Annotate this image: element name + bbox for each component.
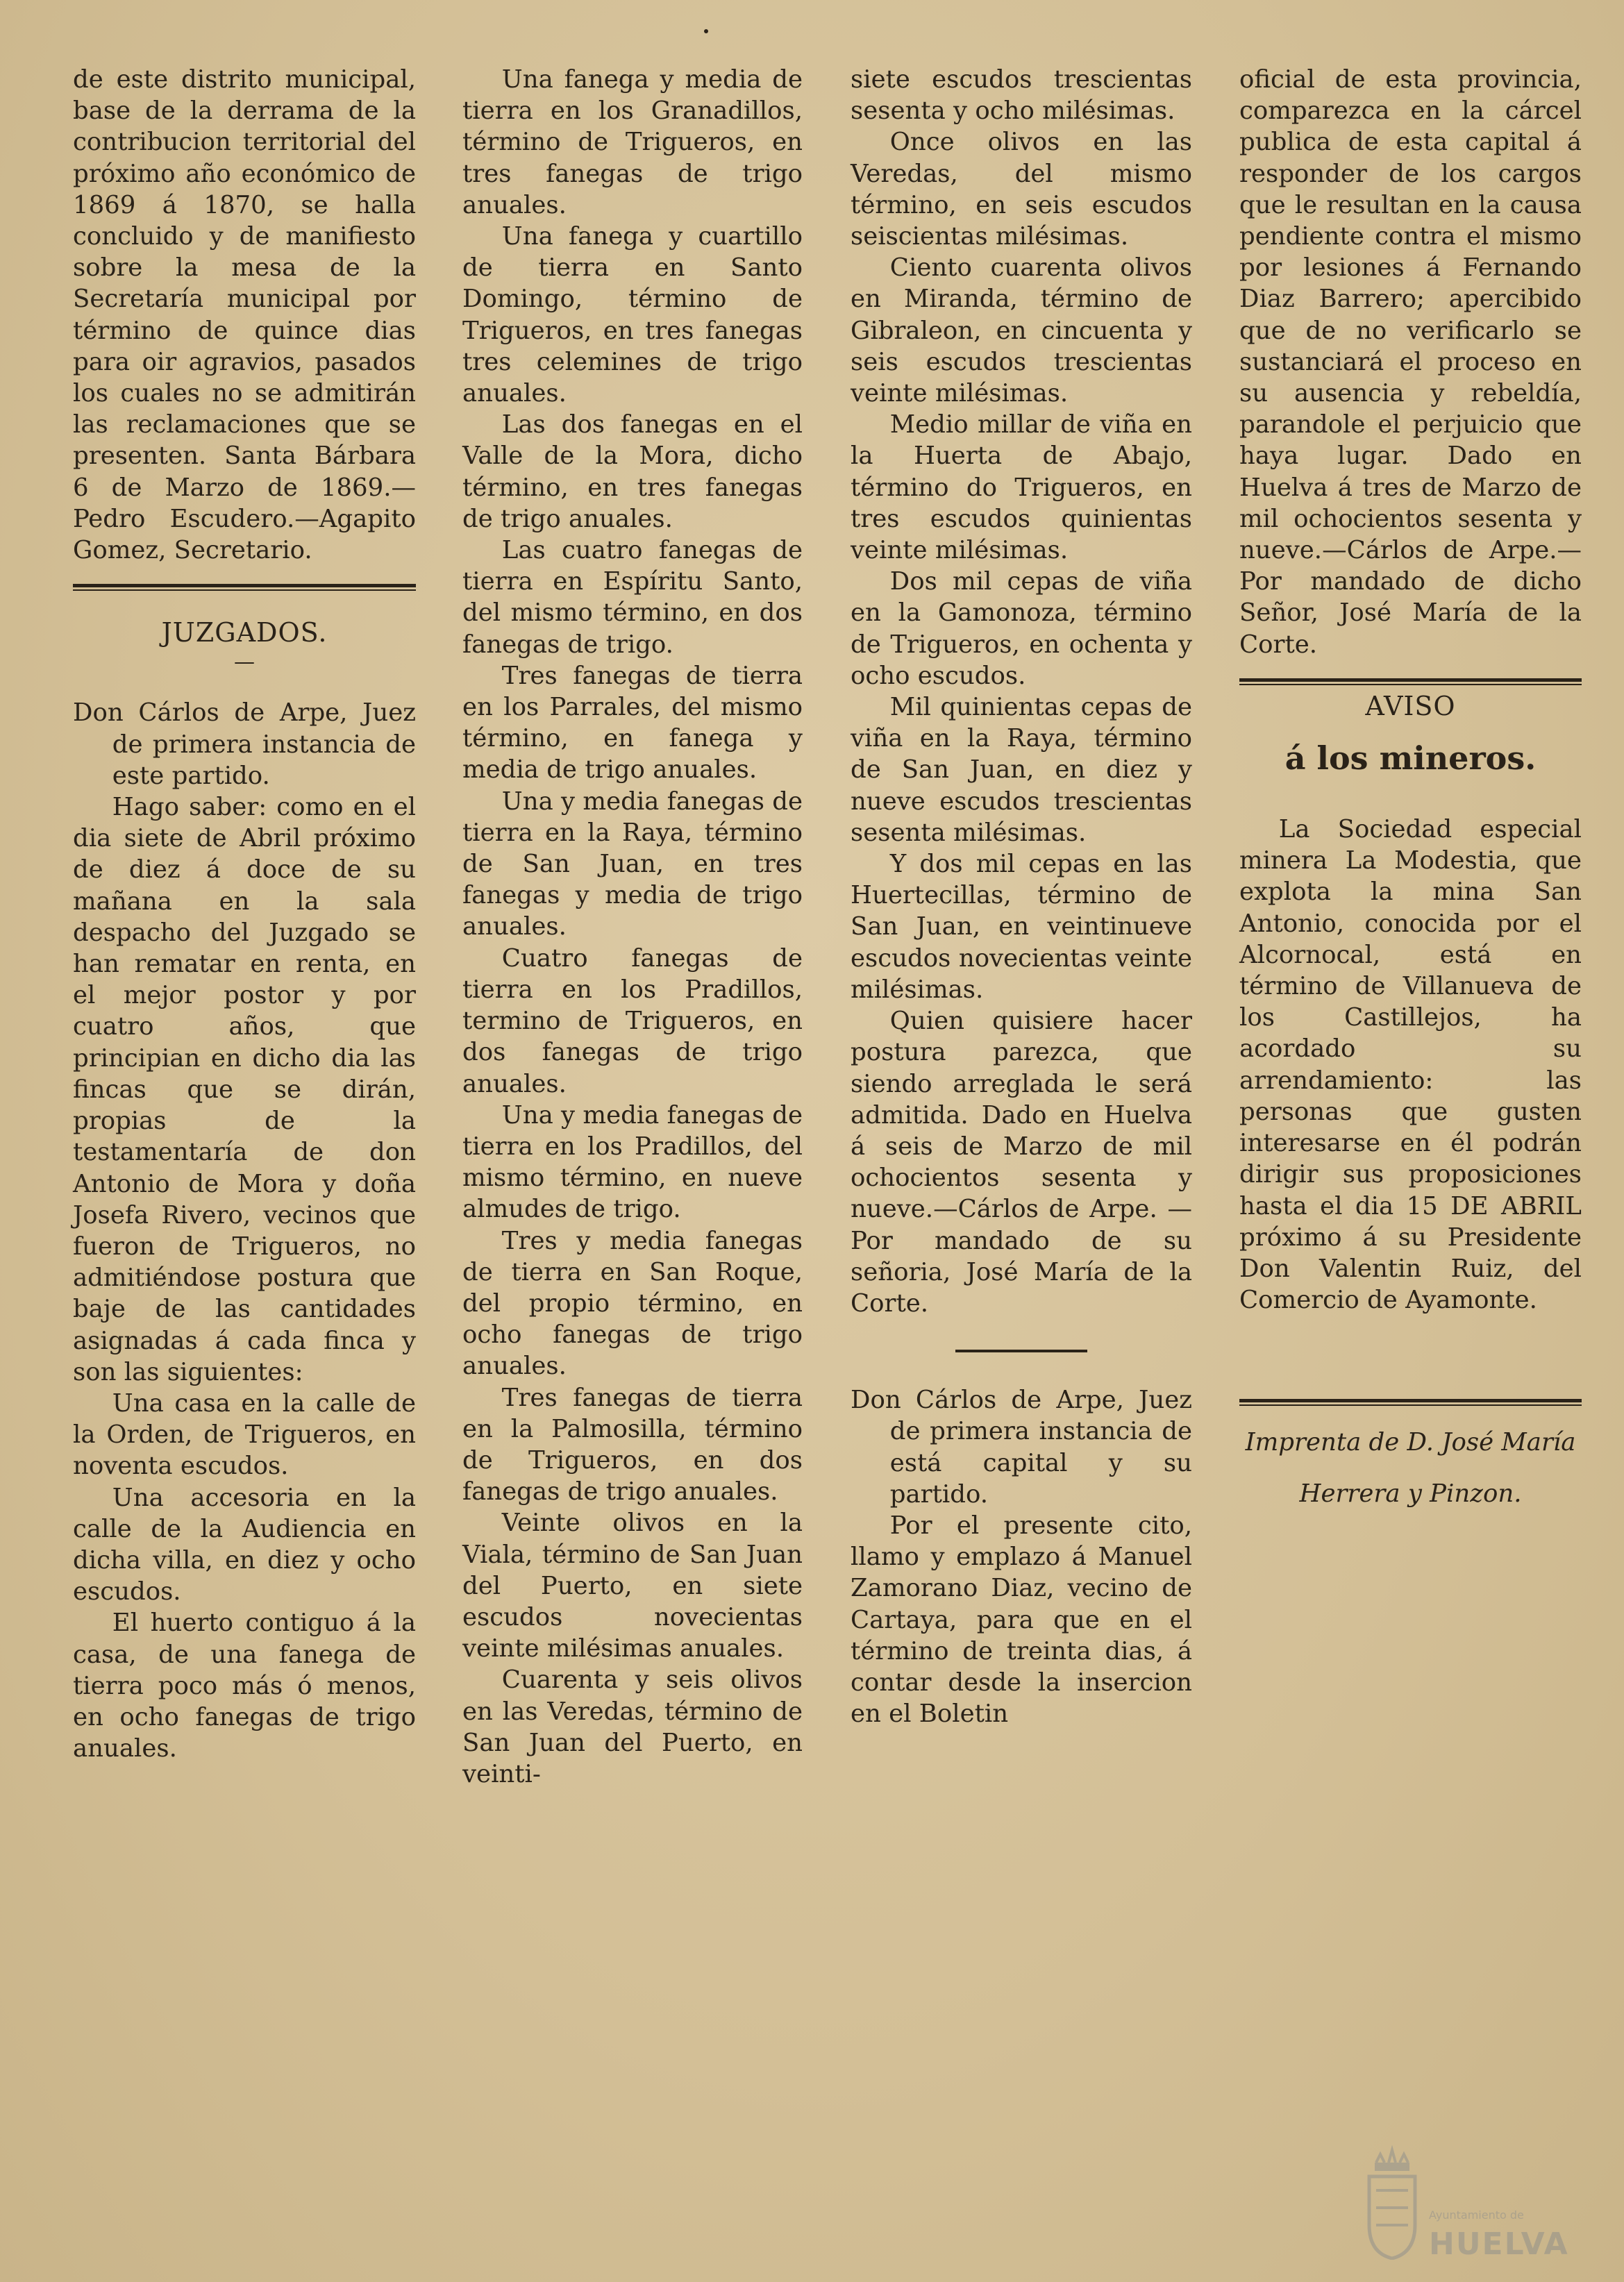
aviso-subtitle: á los mineros.	[1284, 739, 1537, 778]
continued-item: siete escudos trescientas sesenta y ocho milésimas.	[851, 65, 1192, 126]
hago-saber-paragraph: Hago saber: como en el dia siete de Abril próximo de diez á doce de su mañana en la sala despacho del Juzgado se han rematar en renta, en el mejor postor y por cuatro años, que principian en dicho dia las fincas que se dirán, propias de la testamentaría de don Antonio de Mora y doña Josefa Rivero, vecinos que fueron de Trigueros, no admitiéndose postura que baje de las cantidades asignadas á cada finca y son las siguientes:	[73, 793, 416, 1386]
item-huerto: El huerto contiguo á la casa, de una fanega de tierra poco más ó menos, en ocho fanegas de trigo anuales.	[73, 1609, 416, 1763]
section-heading-juzgados: JUZGADOS.	[161, 617, 328, 648]
watermark-small-text: Ayuntamiento de	[1429, 2208, 1524, 2222]
imprint-line-2: Herrera y Pinzon.	[1299, 1479, 1522, 1508]
list-item: Mil quinientas cepas de viña en la Raya, término de San Juan, en diez y nueve escudos trescientas sesenta milésimas.	[851, 693, 1192, 847]
list-item: Once olivos en las Veredas, del mismo término, en seis escudos seiscientas milésimas.	[851, 128, 1192, 251]
column-2	[462, 64, 803, 1790]
item-accesoria: Una accesoria en la calle de la Audiencia en dicha villa, en diez y ocho escudos.	[73, 1483, 416, 1606]
aviso-paragraph: La Sociedad especial minera La Modestia, que explota la mina San Antonio, conocida por el Alcornocal, está en término de Villanueva de los Castillejos, ha acordado su arrendamiento: las personas que gusten interesarse en él podrán dirigir sus proposiciones hasta el dia 15 DE ABRIL próximo á su Presidente Don Valentin Ruiz, del Comercio de Ayamonte.	[1239, 815, 1582, 1315]
heading-dash: —	[234, 650, 255, 675]
aviso-title: AVISO	[1365, 690, 1456, 721]
judge-intro: Don Cárlos de Arpe, Juez de primera instancia de este partido.	[73, 698, 416, 790]
judge-intro-2: Don Cárlos de Arpe, Juez de primera instancia de está capital y su partido.	[851, 1386, 1192, 1509]
list-item: Dos mil cepas de viña en la Gamonoza, término de Trigueros, en ochenta y ocho escudos.	[851, 567, 1192, 690]
section-divider-2	[1239, 678, 1582, 685]
list-item: Una y media fanegas de tierra en la Raya, término de San Juan, en tres fanegas y media de trigo anuales.	[462, 787, 803, 941]
column-3	[851, 64, 1192, 1729]
list-item: Veinte olivos en la Viala, término de San Juan del Puerto, en siete escudos novecientas veinte milésimas anuales.	[462, 1509, 803, 1663]
list-item: Medio millar de viña en la Huerta de Abajo, término do Trigueros, en tres escudos quinientas veinte milésimas.	[851, 410, 1192, 565]
list-item: Las cuatro fanegas de tierra en Espíritu Santo, del mismo término, en dos fanegas de trigo.	[462, 536, 803, 659]
list-item: Ciento cuarenta olivos en Miranda, término de Gibraleon, en cincuenta y seis escudos trescientas veinte milésimas.	[851, 253, 1192, 408]
list-item: Tres fanegas de tierra en los Parrales, del mismo término, en fanega y media de trigo anuales.	[462, 661, 803, 785]
municipal-notice-tail: de este distrito municipal, base de la derrama de la contribucion territorial del próximo año económico de 1869 á 1870, se halla concluido y de manifiesto sobre la mesa de la Secretaría municipal por término de quince dias para oir agravios, pasados los cuales no se admitirán las reclamaciones que se presenten. Santa Bárbara 6 de Marzo de 1869.—Pedro Escudero.—Agapito Gomez, Secretario.	[73, 65, 416, 565]
closing-paragraph: Quien quisiere hacer postura parezca, que siendo arreglada le será admitida. Dado en Huelva á seis de Marzo de mil ochocientos sesenta y nueve.—Cárlos de Arpe. —Por mandado de su señoria, José María de la Corte.	[851, 1007, 1192, 1318]
huelva-watermark	[1361, 2142, 1569, 2274]
column-4	[1239, 64, 1582, 1509]
coat-of-arms-icon	[1361, 2142, 1423, 2260]
column-1	[73, 64, 416, 1764]
imprint-divider	[1239, 1399, 1582, 1406]
citation-paragraph: Por el presente cito, llamo y emplazo á Manuel Zamorano Diaz, vecino de Cartaya, para que en el término de treinta dias, á contar desde la insercion en el Boletin	[851, 1511, 1192, 1729]
list-item: Una fanega y cuartillo de tierra en Santo Domingo, término de Trigueros, en tres fanegas tres celemines de trigo anuales.	[462, 222, 803, 408]
list-item: Cuatro fanegas de tierra en los Pradillos, termino de Trigueros, en dos fanegas de trigo anuales.	[462, 943, 803, 1098]
item-casa: Una casa en la calle de la Orden, de Trigueros, en noventa escudos.	[73, 1389, 416, 1481]
imprint-line-1: Imprenta de D. José María	[1245, 1428, 1576, 1457]
list-item: Las dos fanegas en el Valle de la Mora, dicho término, en tres fanegas de trigo anuales.	[462, 410, 803, 533]
section-divider	[73, 584, 416, 591]
list-item: Una y media fanegas de tierra en los Pradillos, del mismo término, en nueve almudes de trigo.	[462, 1100, 803, 1224]
list-item: Una fanega y media de tierra en los Granadillos, término de Trigueros, en tres fanegas de trigo anuales.	[462, 65, 803, 219]
watermark-name: HUELVA	[1429, 2226, 1569, 2262]
list-item: Cuarenta y seis olivos en las Veredas, término de San Juan del Puerto, en veinti-	[462, 1666, 803, 1788]
citation-tail: oficial de esta provincia, comparezca en la cárcel publica de esta capital á responder de los cargos que le resultan en la causa pendiente contra el mismo por lesiones á Fernando Diaz Barrero; apercibido que de no verificarlo se sustanciará el proceso en su ausencia y rebeldía, parandole el perjuicio que haya lugar. Dado en Huelva á tres de Marzo de mil ochocientos sesenta y nueve.—Cárlos de Arpe.—Por mandado de dicho Señor, José María de la Corte.	[1239, 65, 1582, 659]
ink-dot	[704, 29, 708, 33]
list-item: Tres fanegas de tierra en la Palmosilla, término de Trigueros, en dos fanegas de trigo anuales.	[462, 1383, 803, 1507]
list-item: Y dos mil cepas en las Huertecillas, término de San Juan, en veintinueve escudos novecientas veinte milésimas.	[851, 850, 1192, 1004]
list-item: Tres y media fanegas de tierra en San Roque, del propio término, en ocho fanegas de trigo anuales.	[462, 1226, 803, 1381]
